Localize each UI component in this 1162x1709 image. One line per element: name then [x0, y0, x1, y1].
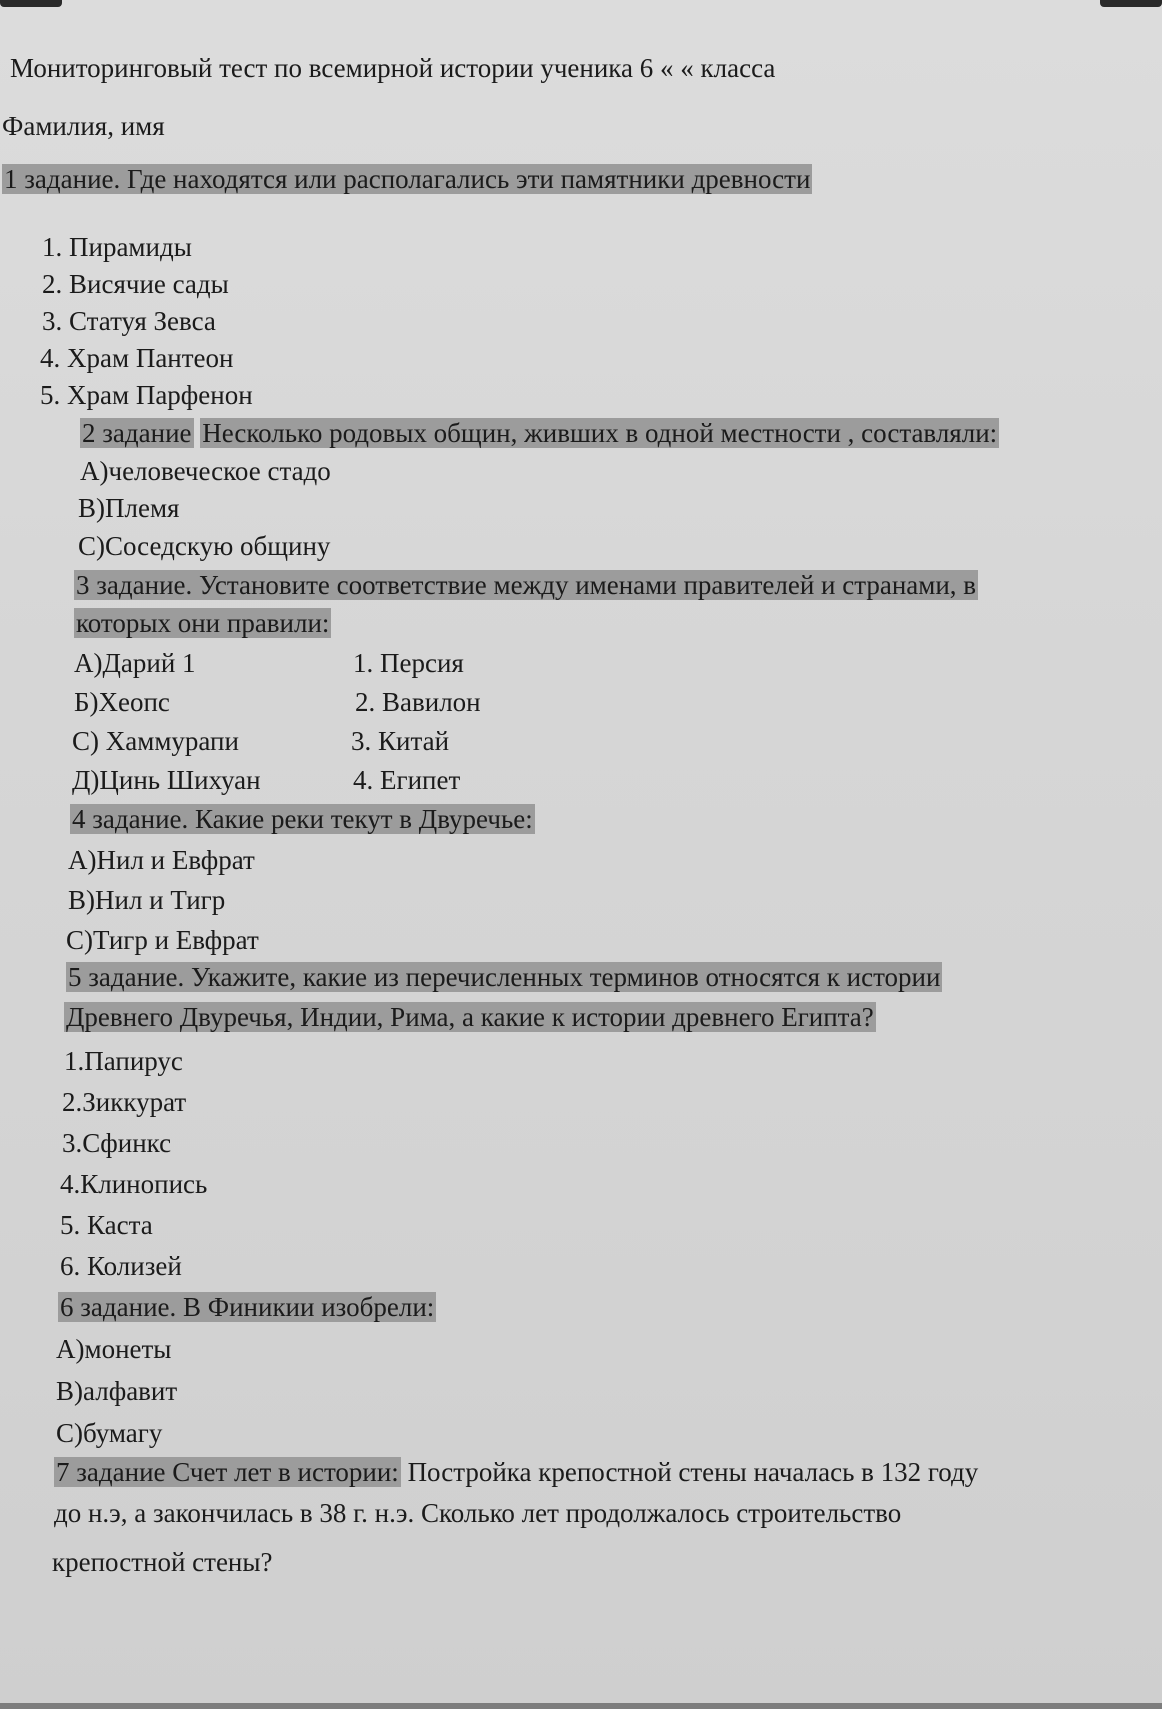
task7-question-part3: крепостной стены? [52, 1547, 273, 1577]
task3-country: 2. Вавилон [355, 687, 481, 717]
task6-option: А)монеты [56, 1334, 172, 1364]
test-title: Мониторинговый тест по всемирной истории ученика 6 « « класса [10, 53, 776, 83]
task2-option: С)Соседскую общину [78, 531, 331, 561]
photo-corner-left [0, 0, 62, 7]
task5-heading-line2 [64, 1001, 876, 1033]
task3-country: 4. Египет [353, 765, 461, 795]
task5-heading-line1 [66, 961, 942, 993]
task6-heading-text: 6 задание. В Финикии изобрели: [60, 1292, 435, 1322]
task5-term: 6. Колизей [60, 1251, 182, 1281]
task4-heading-text: 4 задание. Какие реки текут в Двуречье: [72, 804, 533, 834]
task3-heading-text2: которых они правили: [76, 608, 330, 638]
photo-bottom-edge [0, 1703, 1162, 1709]
task3-country: 1. Персия [353, 648, 464, 678]
task4-option: С)Тигр и Евфрат [66, 925, 259, 955]
task4-heading [70, 803, 535, 835]
task5-term: 3.Сфинкс [62, 1128, 172, 1158]
task5-term: 2.Зиккурат [62, 1087, 187, 1117]
task1-item: 4. Храм Пантеон [40, 343, 234, 373]
task3-heading-text1: 3 задание. Установите соответствие между именами правителей и странами, в [76, 570, 977, 600]
task1-item: 1. Пирамиды [42, 232, 192, 262]
task6-option: В)алфавит [56, 1376, 178, 1406]
task5-term: 1.Папирус [64, 1046, 183, 1076]
task2-option: В)Племя [78, 493, 180, 523]
task3-heading-line2 [74, 607, 331, 639]
task3-heading-line1 [74, 569, 978, 601]
task7-question-part1: Постройка крепостной стены началась в 132 году [407, 1457, 979, 1487]
task5-term: 4.Клинопись [60, 1169, 208, 1199]
task1-heading-text: 1 задание. Где находятся или располагались эти памятники древности [4, 164, 811, 194]
task7-question-part2: до н.э, а закончилась в 38 г. н.э. Сколько лет продолжалось строительство [54, 1498, 902, 1528]
name-field-label: Фамилия, имя [2, 111, 165, 141]
task1-item: 3. Статуя Зевса [42, 306, 216, 336]
task4-option: А)Нил и Евфрат [68, 845, 255, 875]
task3-ruler: Д)Цинь Шихуан [72, 765, 261, 795]
task3-ruler: А)Дарий 1 [74, 648, 196, 678]
task5-term: 5. Каста [60, 1210, 153, 1240]
task2-heading [80, 417, 999, 449]
photo-corner-right [1100, 0, 1162, 7]
task1-item: 5. Храм Парфенон [40, 380, 253, 410]
task7-line1 [54, 1456, 978, 1488]
task7-label: 7 задание Счет лет в истории: [56, 1457, 399, 1487]
task2-label: 2 задание [82, 418, 192, 448]
task5-heading-text2: Древнего Двуречья, Индии, Рима, а какие к истории древнего Египта? [66, 1002, 874, 1032]
task1-item: 2. Висячие сады [42, 269, 229, 299]
task3-ruler: Б)Хеопс [74, 687, 170, 717]
task1-heading [2, 163, 812, 195]
task6-option: С)бумагу [56, 1418, 163, 1448]
task6-heading [58, 1291, 436, 1323]
task5-heading-text1: 5 задание. Укажите, какие из перечисленных терминов относятся к истории [68, 962, 941, 992]
task2-question: Несколько родовых общин, живших в одной местности , составляли: [202, 418, 998, 448]
task4-option: В)Нил и Тигр [68, 885, 226, 915]
task2-option: А)человеческое стадо [80, 456, 331, 486]
task3-country: 3. Китай [351, 726, 450, 756]
task3-ruler: С) Хаммурапи [72, 726, 239, 756]
